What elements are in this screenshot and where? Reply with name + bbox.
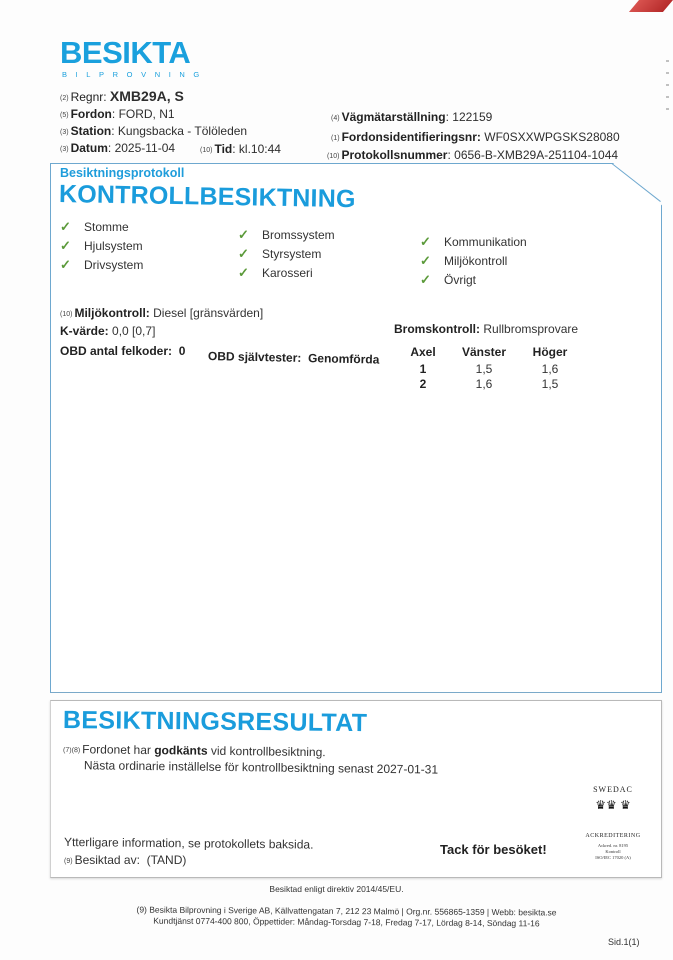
three-crowns-icon: ♛♛ ♛ — [595, 798, 631, 812]
column-header-right: Höger — [532, 345, 568, 359]
check-item — [420, 270, 527, 289]
seal-bottom-text: ACKREDITERING — [585, 833, 641, 839]
ref-marker: (3) — [60, 129, 69, 136]
page-number: Sid.1(1) — [608, 937, 640, 947]
station-value: Kungsbacka - Tölöleden — [117, 124, 248, 138]
swedac-seal — [582, 783, 644, 867]
obd-codes-label: OBD antal felkoder: — [60, 344, 173, 358]
seal-caption-line: Ackred. nr. 8195 — [597, 843, 629, 848]
environment-value: Diesel [gränsvärden] — [153, 306, 264, 320]
regnr-field: (2) Regnr: XMB29A, S — [60, 88, 184, 104]
check-label: Drivsystem — [84, 257, 144, 272]
footer-address: (9) Besikta Bilprovning i Sverige AB, Källvattengatan 7, 212 23 Malmö | Org.nr. 556865-1359 | Webb: besikta.se — [136, 904, 557, 918]
axel-cell: 1 — [419, 361, 427, 376]
checklist-column-2 — [238, 225, 335, 282]
ref-marker: (10) — [60, 311, 73, 318]
besikta-logo — [60, 35, 208, 79]
ref-marker: (7)(8) — [63, 747, 81, 755]
result-text-post: vid kontrollbesiktning. — [207, 743, 326, 760]
checkmark-icon: ✓ — [60, 256, 71, 272]
next-inspection-line: Nästa ordinarie inställelse för kontrollbesiktning senast 2027-01-31 — [83, 758, 439, 777]
table-row — [398, 376, 580, 391]
axel-cell: 2 — [419, 376, 427, 391]
seal-top-text: SWEDAC — [593, 785, 633, 794]
brake-table — [398, 345, 580, 391]
brake-value: Rullbromsprovare — [483, 322, 579, 336]
station-label: Station — [70, 124, 112, 138]
k-value-label: K-värde: — [60, 324, 109, 338]
inspected-by — [64, 853, 186, 867]
obd-codes-value: 0 — [178, 344, 186, 358]
fordon-label: Fordon — [70, 107, 112, 121]
regnr-label: Regnr — [70, 90, 104, 104]
checkmark-icon: ✓ — [60, 237, 71, 253]
more-info-text: Ytterligare information, se protokollets baksida. — [63, 835, 314, 852]
check-label: Miljökontroll — [444, 253, 508, 268]
ref-marker: (5) — [60, 112, 69, 119]
checkmark-icon: ✓ — [60, 218, 71, 234]
obd-tests-label: OBD självtester: — [207, 349, 302, 365]
seal-caption-line: Kontroll — [605, 849, 621, 854]
logo-wordmark: BESIKTA — [60, 35, 191, 70]
left-cell: 1,5 — [475, 361, 493, 376]
seal-caption-line: ISO/IEC 17020 (A) — [595, 855, 631, 860]
check-label: Styrsystem — [262, 246, 322, 261]
odometer-value: 122159 — [452, 110, 493, 124]
ref-marker: (2) — [60, 95, 69, 102]
obd-codes-field — [60, 344, 185, 358]
check-item — [60, 255, 143, 274]
footer-address-block — [0, 904, 673, 931]
environment-control — [60, 306, 263, 320]
check-item — [60, 217, 143, 236]
check-item — [238, 244, 335, 263]
inspected-by-value: (TAND) — [146, 853, 187, 867]
ref-marker: (9) — [64, 858, 73, 865]
protocol-number-field: (10) Protokollsnummer: 0656-B-XMB29A-251104-1044 — [327, 148, 619, 162]
table-row — [398, 361, 580, 376]
page-corner-mark — [629, 0, 673, 12]
check-item — [238, 225, 335, 244]
checkmark-icon: ✓ — [238, 245, 249, 261]
ref-marker: (10) — [327, 153, 340, 160]
swedac-emblem-icon — [584, 783, 642, 841]
obd-tests-value: Genomförda — [307, 351, 380, 367]
right-cell: 1,6 — [541, 361, 559, 376]
column-header-axel: Axel — [410, 345, 436, 359]
odometer-field: (4) Vägmätarställning: 122159 — [331, 110, 493, 124]
k-value-field — [60, 324, 155, 338]
column-header-left: Vänster — [461, 345, 507, 359]
check-label: Övrigt — [444, 272, 477, 287]
thanks-text: Tack för besöket! — [440, 842, 547, 857]
protocol-number-value: 0656-B-XMB29A-251104-1044 — [454, 148, 619, 162]
checkmark-icon: ✓ — [420, 233, 431, 249]
odometer-label: Vägmätarställning — [341, 110, 446, 124]
check-item — [60, 236, 143, 255]
protocol-title: KONTROLLBESIKTNING — [58, 180, 356, 214]
regnr-value: XMB29A, S — [109, 88, 184, 104]
check-label: Bromssystem — [262, 227, 335, 242]
check-item — [238, 263, 335, 282]
fordon-value: FORD, N1 — [118, 107, 175, 121]
check-label: Karosseri — [262, 265, 313, 280]
logo-subtitle: BILPROVNING — [62, 70, 208, 79]
ref-marker: (1) — [331, 135, 340, 142]
protocol-subtitle: Besiktningsprotokoll — [60, 166, 185, 180]
check-item — [420, 251, 527, 270]
ref-marker: (10) — [200, 147, 213, 154]
brake-control — [394, 322, 578, 336]
checkmark-icon: ✓ — [238, 226, 249, 242]
vin-label: Fordonsidentifieringsnr: — [341, 130, 481, 144]
right-cell: 1,5 — [541, 376, 559, 391]
checkmark-icon: ✓ — [238, 264, 249, 280]
result-title: BESIKTNINGSRESULTAT — [62, 706, 368, 738]
brake-label: Bromskontroll: — [394, 322, 481, 336]
fordon-field: (5) Fordon: FORD, N1 — [60, 107, 175, 121]
ref-marker: (3) — [60, 146, 69, 153]
datum-field: (3) Datum: 2025-11-04 — [60, 141, 176, 155]
result-text-pre: Fordonet har — [82, 742, 155, 758]
brake-table-header — [398, 345, 580, 361]
ref-marker: (4) — [331, 115, 340, 122]
check-label: Kommunikation — [444, 234, 527, 249]
datum-value: 2025-11-04 — [114, 141, 176, 155]
inspected-by-label: Besiktad av: — [74, 853, 140, 867]
protocol-number-label: Protokollsnummer — [341, 148, 448, 162]
footer-hours: Kundtjänst 0774-400 800, Öppettider: Måndag-Torsdag 7-18, Fredag 7-17, Lördag 8-14, Söndag 11-16 — [153, 915, 540, 929]
approved-status: godkänts — [154, 743, 208, 758]
checklist-column-1 — [60, 217, 143, 274]
station-field: (3) Station: Kungsbacka - Tölöleden — [60, 124, 248, 138]
tid-label: Tid — [214, 142, 233, 156]
scan-edge-marks — [666, 60, 669, 120]
checkmark-icon: ✓ — [420, 252, 431, 268]
left-cell: 1,6 — [475, 376, 493, 391]
checkmark-icon: ✓ — [420, 271, 431, 287]
footer-directive: Besiktad enligt direktiv 2014/45/EU. — [269, 884, 404, 894]
tid-field: (10) Tid: kl.10:44 — [200, 142, 281, 156]
check-label: Hjulsystem — [84, 238, 143, 253]
check-item — [420, 232, 527, 251]
check-label: Stomme — [84, 219, 129, 234]
vin-value: WF0SXXWPGSKS28080 — [484, 130, 620, 144]
tid-value: kl.10:44 — [238, 142, 281, 156]
seal-caption — [582, 843, 644, 861]
k-value: 0,0 [0,7] — [112, 324, 156, 338]
datum-label: Datum — [70, 141, 108, 155]
environment-label: Miljökontroll: — [74, 306, 150, 320]
vin-field — [331, 130, 620, 144]
result-text — [63, 742, 439, 777]
checklist-column-3 — [420, 232, 527, 289]
